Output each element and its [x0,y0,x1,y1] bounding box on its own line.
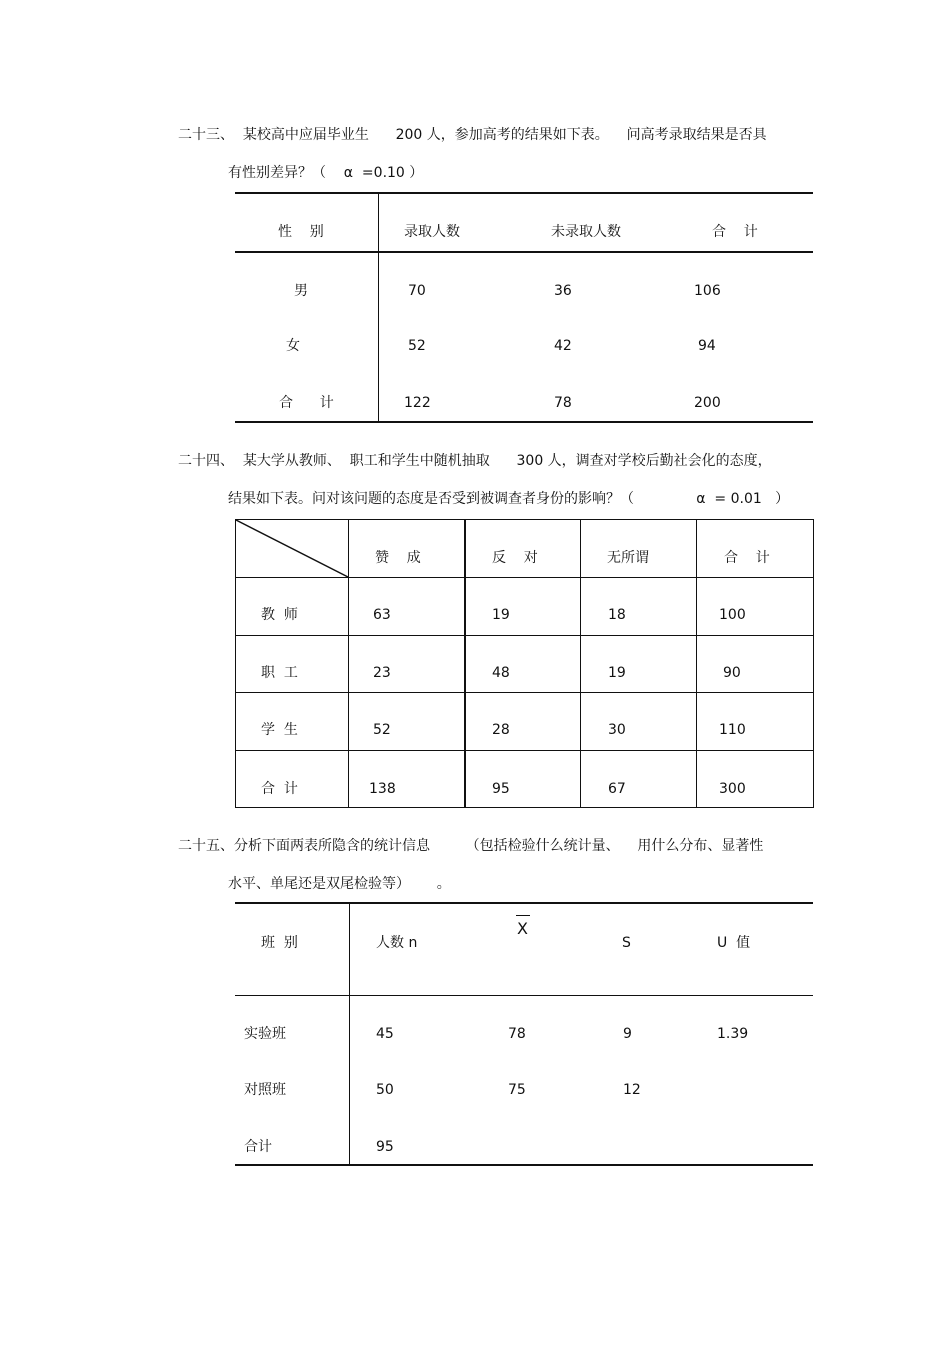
table-25-row-control-mean: 75 [508,1082,526,1098]
question-25-line-2: 水平、单尾还是双尾检验等） 。 [228,876,451,892]
question-23-line-2: 有性别差异？（ α =0.10 ） [228,165,424,181]
table-23-top-rule [235,192,813,194]
table-23-row-total-label: 合 计 [279,395,334,411]
table-23-row-female-label: 女 [286,338,300,354]
table-24-row-teacher-oppose: 19 [492,607,510,623]
table-24-row-teacher-label: 教 师 [261,607,298,623]
table-25-header-mean: X [517,919,528,938]
table-23-bottom-rule [235,421,813,423]
question-25-line-1: 二十五、分析下面两表所隐含的统计信息 （包括检验什么统计量、 用什么分布、显著性 [178,838,764,854]
table-24-col-rule-3 [580,519,581,808]
table-25-header-class: 班 别 [261,935,298,951]
table-24-header-agree: 赞 成 [375,550,421,566]
table-23-row-male-label: 男 [294,283,308,299]
table-24-col-rule-4 [696,519,697,808]
table-23-divider [378,193,379,422]
table-25-row-total-label: 合计 [244,1139,272,1155]
table-24-row-student-label: 学 生 [261,722,298,738]
table-24-row-teacher-agree: 63 [373,607,391,623]
table-25-row-total-count: 95 [376,1139,394,1155]
table-25-row-experiment-sd: 9 [623,1026,632,1042]
table-23-row-total-total: 200 [694,395,721,411]
table-25-row-control-label: 对照班 [244,1082,286,1098]
table-24-row-total-agree: 138 [369,781,396,797]
table-24-row-student-indifferent: 30 [608,722,626,738]
table-23-header-total: 合 计 [712,224,758,240]
table-23-header-gender: 性 别 [278,224,324,240]
table-25-header-u-value: U 值 [717,935,751,951]
question-23-line-1: 二十三、 某校高中应届毕业生 200 人，参加高考的结果如下表。 问高考录取结果是否具 [178,127,767,143]
table-24-row-student-oppose: 28 [492,722,510,738]
table-23-row-total-admitted: 122 [404,395,431,411]
table-25-row-experiment-mean: 78 [508,1026,526,1042]
question-24-line-1: 二十四、 某大学从教师、 职工和学生中随机抽取 300 人，调查对学校后勤社会化的态度， [178,453,772,469]
table-23-row-total-not-admitted: 78 [554,395,572,411]
table-23-row-male-not-admitted: 36 [554,283,572,299]
table-24-header-oppose: 反 对 [492,550,538,566]
table-23-row-male-total: 106 [694,283,721,299]
table-24-header-indifferent: 无所谓 [607,550,649,566]
table-23-row-female-admitted: 52 [408,338,426,354]
table-25-header-mean-overbar [516,915,530,916]
table-25-top-rule [235,902,813,904]
table-23-row-female-total: 94 [698,338,716,354]
table-25-header-sd: S [622,935,631,951]
table-24-row-student-total: 110 [719,722,746,738]
table-25-header-count: 人数 n [376,935,418,951]
table-23-header-admitted: 录取人数 [404,224,460,240]
table-25-row-control-count: 50 [376,1082,394,1098]
table-24-row-rule-3 [235,692,814,693]
table-24-row-staff-oppose: 48 [492,665,510,681]
table-24-row-student-agree: 52 [373,722,391,738]
table-25-header-rule [235,995,813,996]
table-24-diagonal-header [235,519,349,578]
table-24-header-total: 合 计 [724,550,770,566]
table-24-row-teacher-total: 100 [719,607,746,623]
table-23-header-rule [235,251,813,253]
table-23-row-male-admitted: 70 [408,283,426,299]
table-24-row-teacher-indifferent: 18 [608,607,626,623]
table-25-divider [349,903,350,1165]
table-24-row-rule-2 [235,635,814,636]
question-24-line-2: 结果如下表。问对该问题的态度是否受到被调查者身份的影响？（ α = 0.01 ） [228,491,790,507]
table-25-row-experiment-label: 实验班 [244,1026,286,1042]
table-23-header-not-admitted: 未录取人数 [551,224,621,240]
table-24-row-staff-total: 90 [723,665,741,681]
table-24-row-total-total: 300 [719,781,746,797]
table-23-row-female-not-admitted: 42 [554,338,572,354]
table-24-col-rule-2 [464,519,466,808]
table-24-row-total-label: 合 计 [261,781,298,797]
table-24-row-total-oppose: 95 [492,781,510,797]
table-24-row-staff-indifferent: 19 [608,665,626,681]
table-25-row-experiment-count: 45 [376,1026,394,1042]
table-24-row-staff-agree: 23 [373,665,391,681]
table-25-bottom-rule [235,1164,813,1166]
table-24-row-staff-label: 职 工 [261,665,298,681]
table-25-row-experiment-u-value: 1.39 [717,1026,749,1042]
table-25-row-control-sd: 12 [623,1082,641,1098]
table-24-row-total-indifferent: 67 [608,781,626,797]
table-24-row-rule-4 [235,750,814,751]
